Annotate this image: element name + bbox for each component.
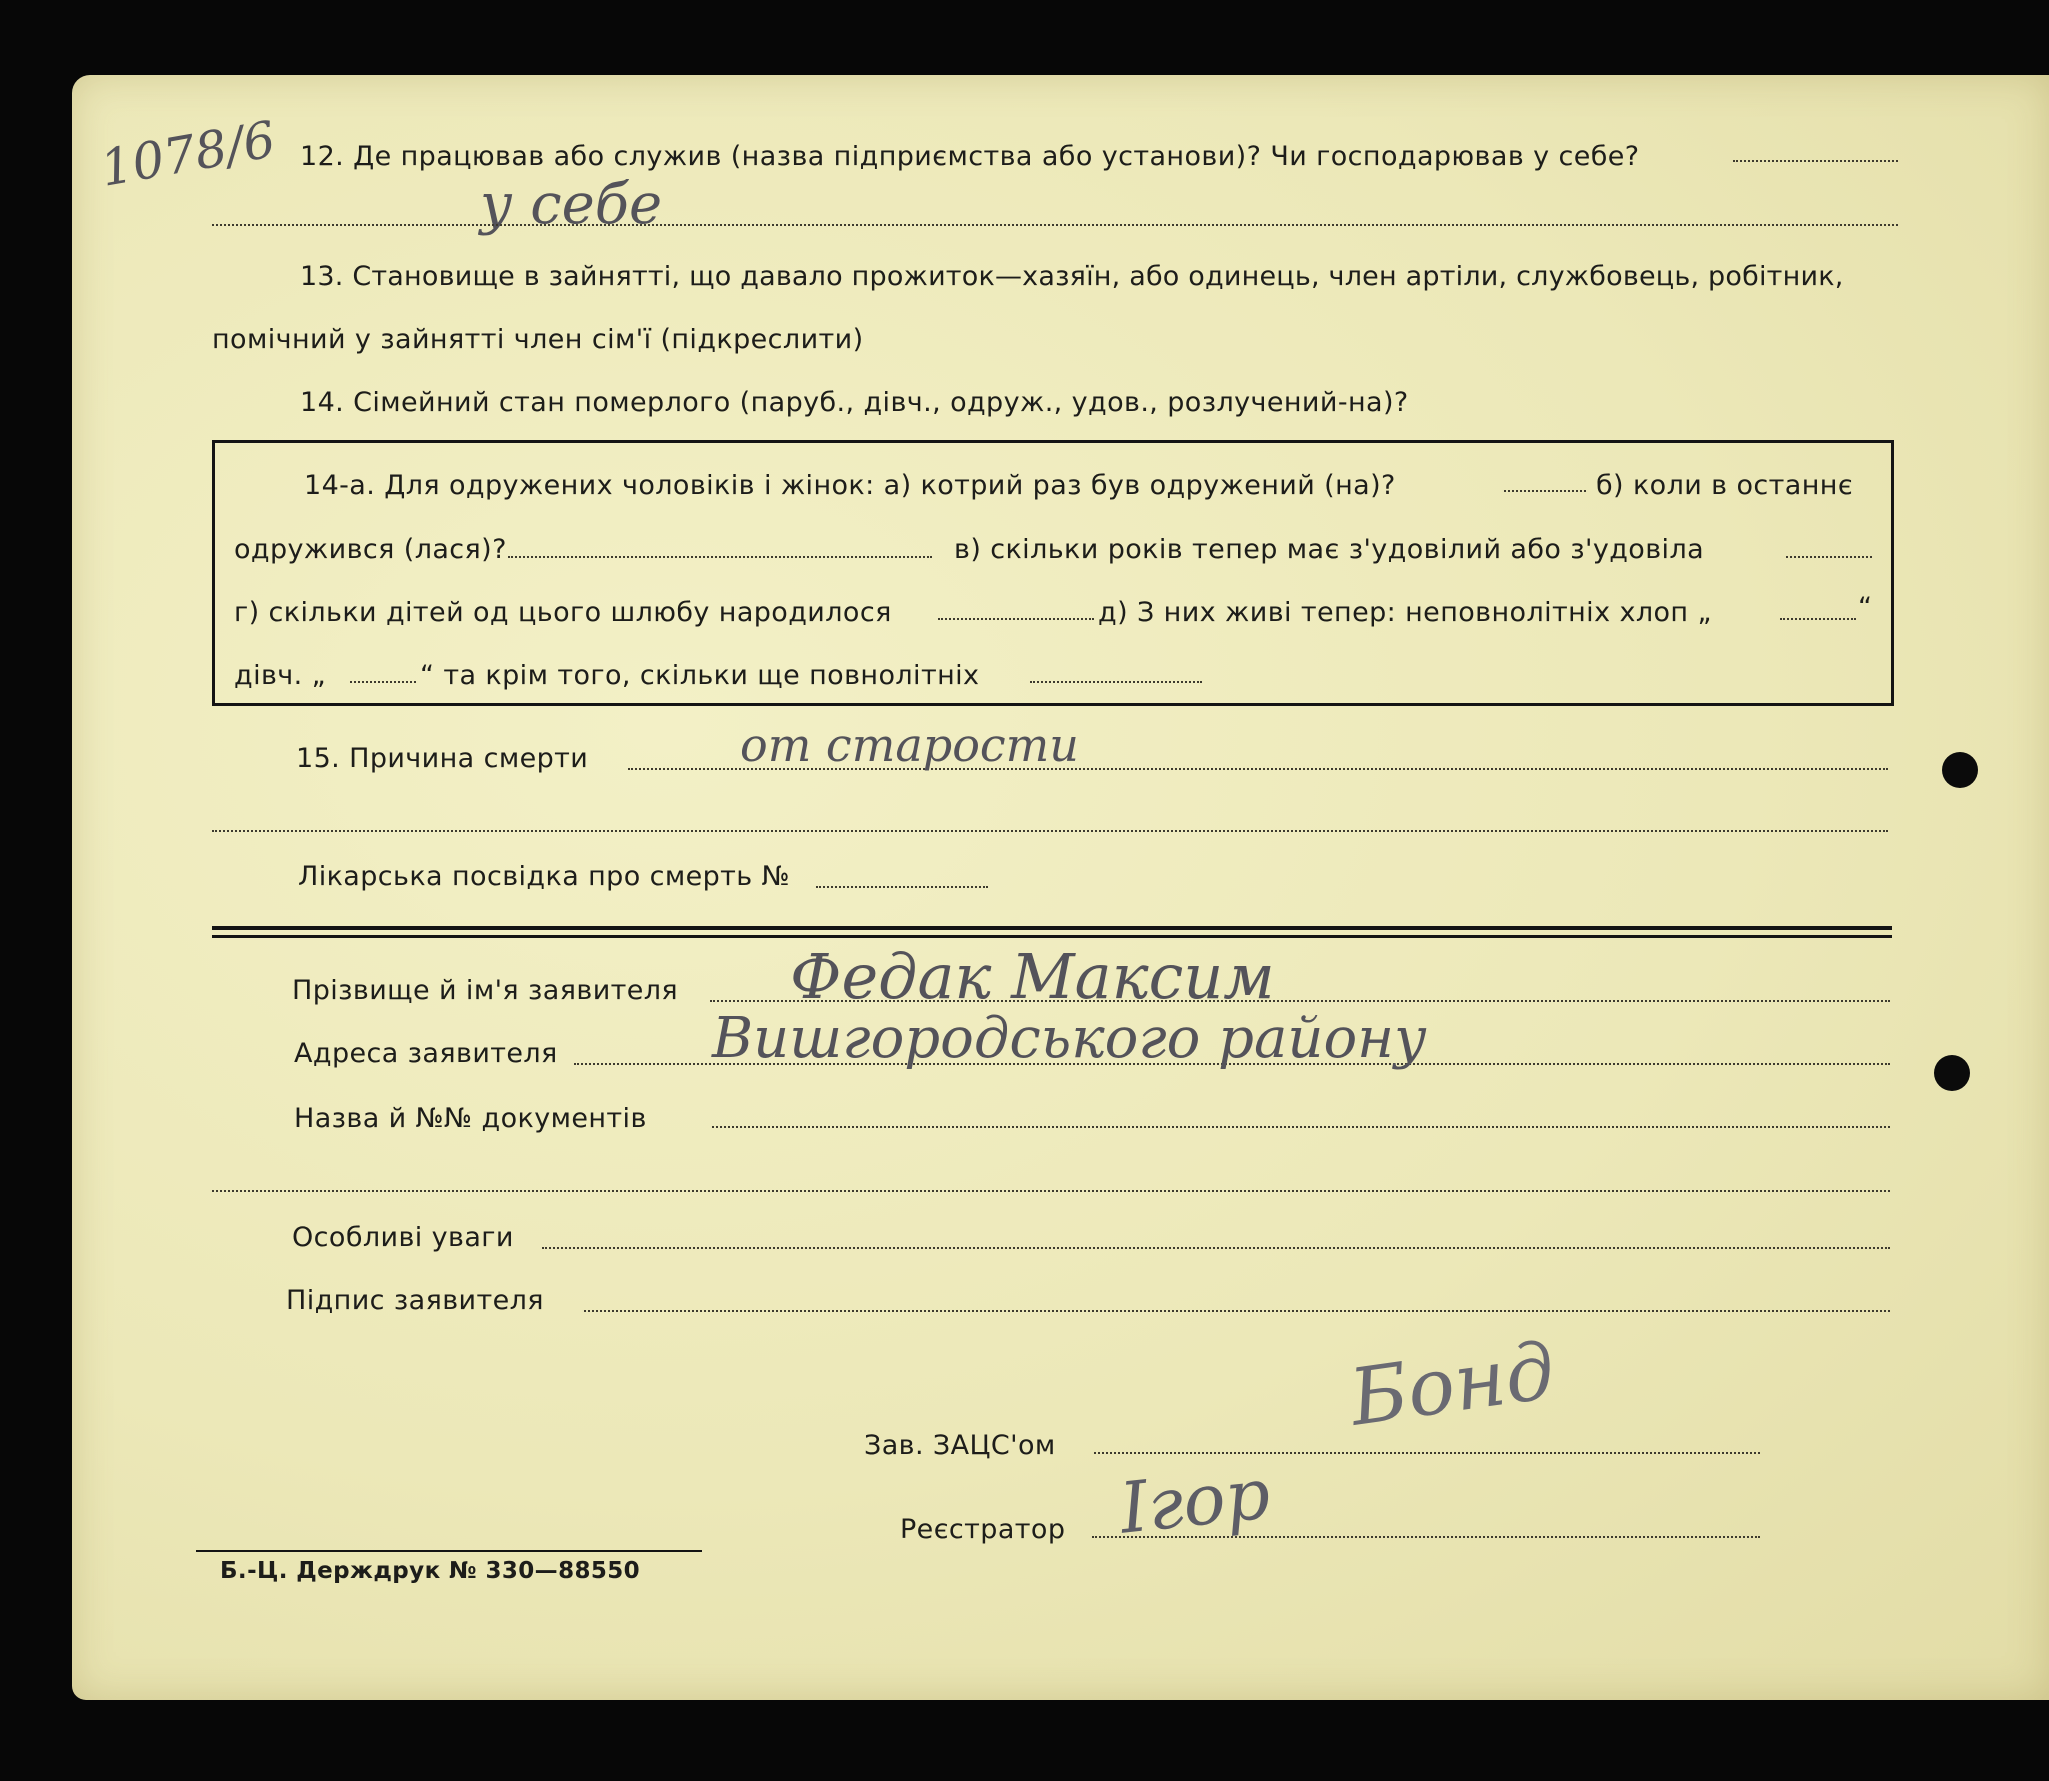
q14a-line1b: б) коли в останнє [1596,470,1854,501]
applicant-docs-line-2 [212,1190,1890,1192]
q15-label: 15. Причина смерти [296,743,589,774]
q14a-line1a: 14-а. Для одружених чоловіків і жінок: а) котрий раз був одружений (на)? [304,470,1396,501]
applicant-name-value: Федак Максим [790,940,1275,1013]
double-rule-bottom [212,935,1892,938]
punch-hole-top [1942,752,1978,788]
printer-footer: Б.-Ц. Держдрук № 330—88550 [220,1558,641,1584]
q14a-boys-line [1780,618,1856,620]
registrar-signature: Ігор [1116,1452,1274,1550]
q14a-line3c: “ [1858,592,1873,623]
q14a-times-married-line [1504,490,1586,492]
zags-head-signature: Бонд [1344,1326,1561,1444]
q15-answer: от старости [740,718,1079,772]
q14a-adults-line [1030,681,1202,683]
q13-line1: 13. Становище в зайнятті, що давало прожиток—хазяїн, або одинець, член артіли, службовець, робітник, [300,261,1844,292]
q14a-line4b: “ та крім того, скільки ще повнолітніх [420,660,980,691]
q14a-children-line [938,618,1094,620]
q14-label: 14. Сімейний стан померлого (паруб., дівч., одруж., удов., розлучений-на)? [300,387,1409,418]
registrar-label: Реєстратор [900,1514,1066,1545]
q14a-line3b: д) З них живі тепер: неповнолітніх хлоп „ [1098,597,1712,628]
applicant-docs-line [712,1126,1890,1128]
applicant-name-label: Прізвище й ім'я заявителя [292,975,679,1006]
q14a-line2a: одружився (лася)? [234,534,507,565]
q15-second-line [212,830,1888,832]
footer-rule [196,1550,702,1552]
q14a-line2b: в) скільки років тепер має з'удовілий або з'удовіла [954,534,1705,565]
notes-label: Особливі уваги [292,1222,514,1253]
punch-hole-bottom [1934,1055,1970,1091]
medical-label: Лікарська посвідка про смерть № [298,861,791,892]
q14a-line3a: г) скільки дітей од цього шлюбу народилося [234,597,892,628]
q12-answer: у себе [480,172,663,237]
signature-label: Підпис заявителя [286,1285,544,1316]
medical-number-line [816,886,988,888]
notes-line [542,1247,1890,1249]
q13-line2: помічний у зайнятті член сім'ї (підкреслити) [212,324,864,355]
applicant-docs-label: Назва й №№ документів [294,1103,647,1134]
signature-line [584,1310,1890,1312]
q14a-when-married-line [508,556,932,558]
margin-number: 1078/6 [96,110,280,198]
double-rule-top [212,926,1892,930]
zags-head-line [1094,1452,1760,1454]
q12-label: 12. Де працював або служив (назва підприємства або установи)? Чи господарював у себе? [300,141,1640,172]
applicant-address-value: Вишгородського району [712,1006,1427,1071]
q12-answer-line [212,224,1898,226]
q14a-girls-line [350,681,416,683]
q14a-years-widowed-line [1786,556,1872,558]
q14a-line4a: дівч. „ [234,660,326,691]
q12-line-end [1733,160,1898,162]
zags-head-label: Зав. ЗАЦС'ом [864,1430,1056,1461]
applicant-address-label: Адреса заявителя [294,1038,558,1069]
